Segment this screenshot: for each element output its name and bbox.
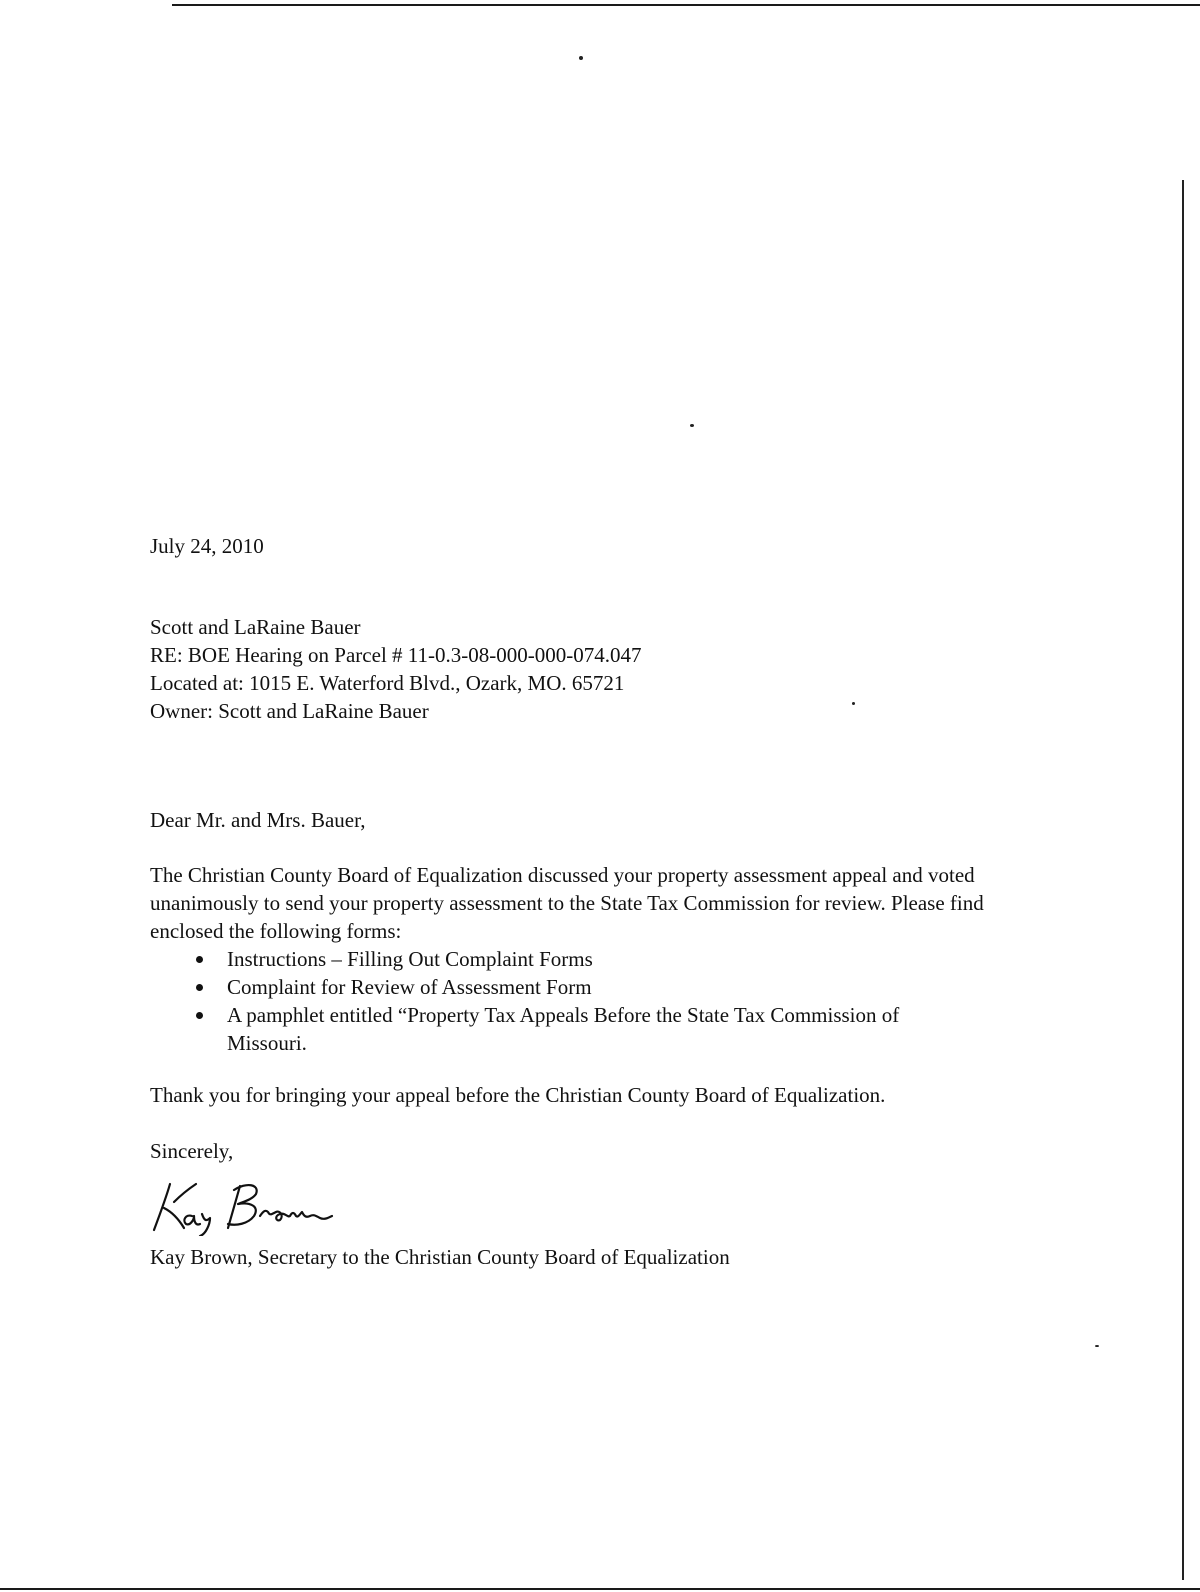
body-paragraph bbox=[150, 861, 1010, 1057]
enclosure-list bbox=[150, 945, 1010, 1057]
recipient-name: Scott and LaRaine Bauer bbox=[150, 615, 361, 639]
scan-edge-top bbox=[172, 4, 1200, 6]
enclosure-line-continued: Missouri. bbox=[227, 1031, 307, 1055]
re-line: RE: BOE Hearing on Parcel # 11-0.3-08-000-000-074.047 bbox=[150, 643, 642, 667]
owner-line: Owner: Scott and LaRaine Bauer bbox=[150, 699, 429, 723]
recipient-block bbox=[150, 613, 641, 725]
list-item bbox=[150, 945, 1010, 973]
list-item bbox=[150, 1001, 1010, 1057]
scan-speck bbox=[1095, 1345, 1099, 1347]
salutation: Dear Mr. and Mrs. Bauer, bbox=[150, 808, 366, 832]
thanks-line: Thank you for bringing your appeal before the Christian County Board of Equalization. bbox=[150, 1083, 886, 1107]
list-item bbox=[150, 973, 1010, 1001]
handwritten-signature bbox=[148, 1172, 338, 1236]
enclosure-line: Complaint for Review of Assessment Form bbox=[227, 975, 592, 999]
enclosure-line: Instructions – Filling Out Complaint Forms bbox=[227, 947, 593, 971]
location-line: Located at: 1015 E. Waterford Blvd., Ozark, MO. 65721 bbox=[150, 671, 625, 695]
signer-line: Kay Brown, Secretary to the Christian County Board of Equalization bbox=[150, 1245, 730, 1269]
body-intro: The Christian County Board of Equalization discussed your property assessment appeal and voted unanimously to send your property assessment to the State Tax Commission for review. Please find enclosed the following forms: bbox=[150, 863, 984, 943]
letter-date: July 24, 2010 bbox=[150, 534, 264, 558]
closing: Sincerely, bbox=[150, 1139, 234, 1163]
scan-edge-bottom bbox=[0, 1588, 1200, 1590]
scan-speck bbox=[690, 424, 694, 427]
scan-edge-right bbox=[1182, 180, 1184, 1580]
enclosure-line: A pamphlet entitled “Property Tax Appeals Before the State Tax Commission of bbox=[227, 1003, 900, 1027]
scan-speck bbox=[579, 56, 583, 60]
scan-speck bbox=[852, 702, 855, 705]
